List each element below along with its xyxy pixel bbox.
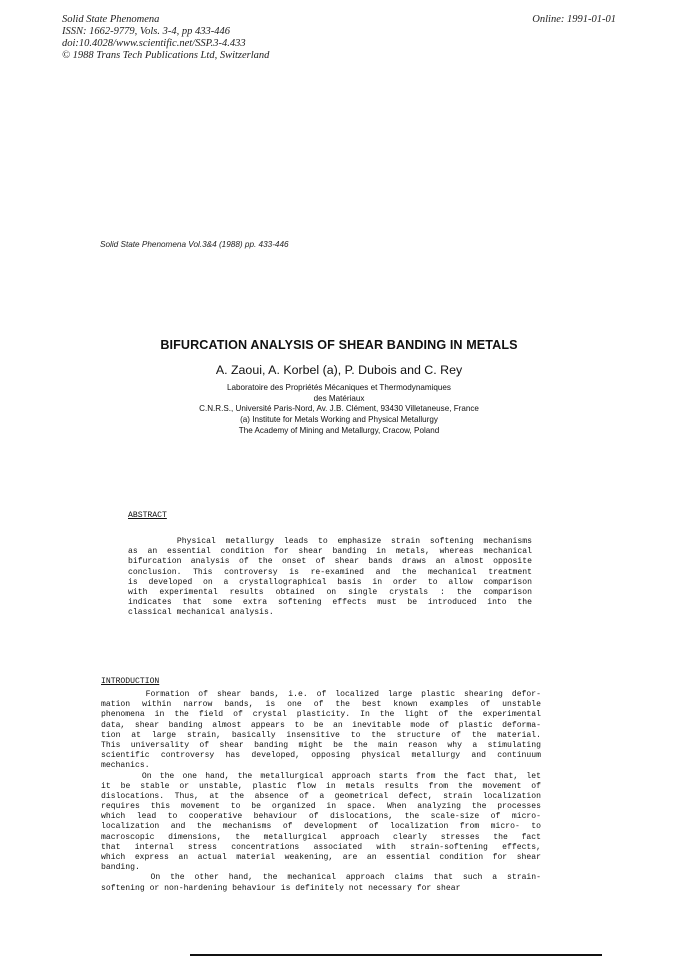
text-line: localization and the mechanisms of development of localization from micro- to: [101, 822, 541, 832]
text-line: This universality of shear banding might be the main reason why a stimulating: [101, 740, 541, 750]
affiliation-line: Laboratoire des Propriétés Mécaniques et Thermodynamiques: [227, 383, 451, 392]
affiliations: [0, 383, 678, 437]
text-line: Physical metallurgy leads to emphasize strain softening mechanisms: [128, 537, 532, 546]
text-line: bifurcation analysis of the onset of shear bands draws an almost opposite: [128, 557, 532, 567]
text-line: which lead to cooperative behaviour of dislocations, the scale-size of micro-: [101, 812, 541, 822]
text-line: with experimental results obtained on single crystals : the comparison: [128, 587, 532, 597]
header-copyright: © 1988 Trans Tech Publications Ltd, Switzerland: [62, 50, 270, 61]
text-line: which express an actual material weakening, are an essential condition for shear: [101, 853, 541, 862]
text-line: indicates that some extra softening effects must be introduced into the: [128, 598, 532, 608]
text-line: softening or non-hardening behaviour is definitely not necessary for shear: [101, 883, 461, 893]
text-line: mation within narrow bands, is one of the best known examples of unstable: [101, 700, 541, 710]
text-line: scientific controversy has developed, opposing physical metallurgy and continuum: [101, 751, 541, 761]
text-line: On the one hand, the metallurgical approach starts from the fact that, let: [101, 771, 541, 781]
publication-header: [62, 14, 269, 62]
footer-rule: [190, 954, 602, 956]
text-line: requires this movement to be organized in space. When analyzing the processes: [101, 802, 541, 812]
text-line: it be stable or unstable, plastic flow in metals results from the movement of: [101, 781, 541, 791]
header-doi: doi:10.4028/www.scientific.net/SSP.3-4.433: [62, 38, 246, 49]
author-list: A. Zaoui, A. Korbel (a), P. Dubois and C. Rey: [215, 363, 463, 377]
text-line: classical mechanical analysis.: [128, 608, 274, 618]
abstract-body: [128, 537, 532, 619]
introduction-body: [101, 690, 541, 894]
paper-title: BIFURCATION ANALYSIS OF SHEAR BANDING IN METALS: [160, 338, 518, 352]
text-line: that internal stress concentrations associated with strain-softening effects,: [101, 842, 541, 852]
text-line: dislocations. Thus, at the absence of a geometrical defect, strain localization: [101, 791, 541, 801]
text-line: banding.: [101, 863, 140, 873]
text-line: macroscopic dimensions, the metallurgical approach clearly stresses the fact: [101, 832, 541, 842]
header-issn: ISSN: 1662-9779, Vols. 3-4, pp 433-446: [62, 26, 230, 37]
introduction-heading: INTRODUCTION: [101, 677, 160, 686]
text-line: conclusion. This controversy is re-examined and the mechanical treatment: [128, 567, 532, 577]
abstract-heading: ABSTRACT: [128, 511, 167, 520]
text-line: tion at large strain, basically insensitive to the structure of the material.: [101, 730, 541, 740]
text-line: data, shear banding almost appears to be an inevitable mode of plastic deforma-: [101, 720, 541, 730]
text-line: Formation of shear bands, i.e. of localized large plastic shearing defor-: [101, 690, 541, 699]
text-line: is developed on a crystallographical basis in order to allow comparison: [128, 577, 532, 587]
affiliation-line: (a) Institute for Metals Working and Physical Metallurgy: [240, 415, 438, 425]
affiliation-line: The Academy of Mining and Metallurgy, Cracow, Poland: [238, 425, 440, 435]
text-line: On the other hand, the mechanical approach claims that such a strain-: [101, 873, 541, 883]
text-line: mechanics.: [101, 761, 150, 771]
journal-reference: Solid State Phenomena Vol.3&4 (1988) pp. 433-446: [100, 240, 289, 249]
affiliation-line: C.N.R.S., Université Paris-Nord, Av. J.B. Clément, 93430 Villetaneuse, France: [199, 404, 479, 414]
affiliation-line: des Matériaux: [313, 393, 365, 403]
header-journal-name: Solid State Phenomena: [62, 14, 160, 25]
text-line: as an essential condition for shear banding in metals, whereas mechanical: [128, 547, 532, 557]
text-line: phenomena in the field of crystal plasticity. In the light of the experimental: [101, 710, 541, 720]
online-date: Online: 1991-01-01: [532, 14, 616, 25]
